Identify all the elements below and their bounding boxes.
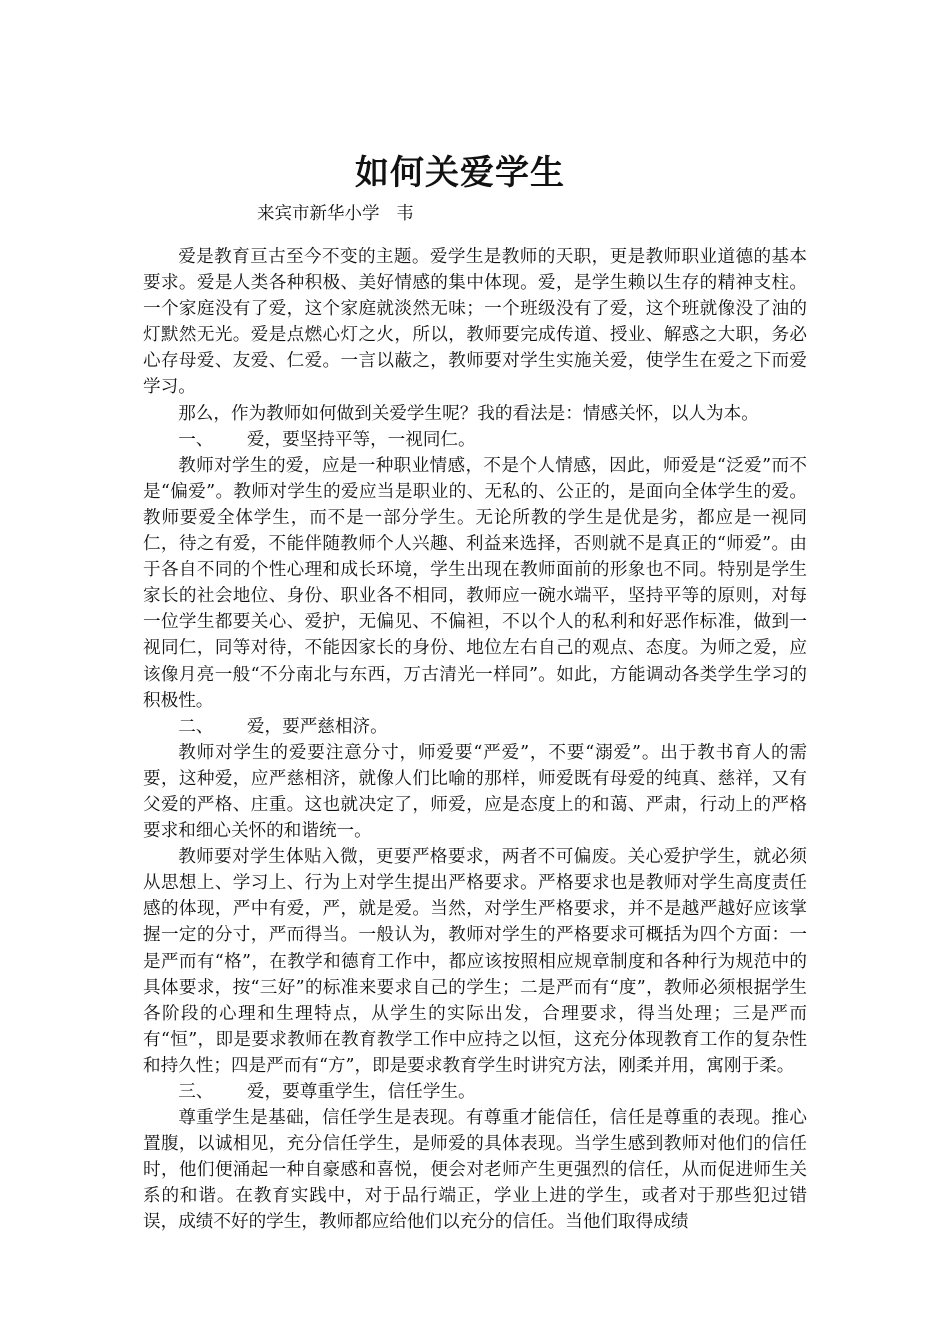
author-line: 来宾市新华小学 韦	[257, 204, 414, 224]
body-paragraph: 教师要对学生体贴入微，更要严格要求，两者不可偏废。关心爱护学生，就必须从思想上、学习上、行为上对学生提出严格要求。严格要求也是教师对学生高度责任感的体现，严中有爱，严，就是爱。当然，对学生严格要求，并不是越严越好应该掌握一定的分寸，严而得当。一般认为，教师对学生的严格要求可概括为四个方面：一是严而有“格”，在教学和德育工作中，都应该按照相应规章制度和各种行为规范中的具体要求，按“三好”的标准来要求自己的学生；二是严而有“度”，教师必须根据学生各阶段的心理和生理特点，从学生的实际出发，合理要求，得当处理；三是严而有“恒”，即是要求教师在教育教学工作中应持之以恒，这充分体现教育工作的复杂性和持久性；四是严而有“方”，即是要求教育学生时讲究方法，刚柔并用，寓刚于柔。	[143, 847, 807, 1076]
body-paragraph: 那么，作为教师如何做到关爱学生呢？我的看法是：情感关怀，以人为本。	[178, 403, 759, 424]
document-title: 如何关爱学生	[355, 153, 565, 193]
body-paragraph: 爱是教育亘古至今不变的主题。爱学生是教师的天职，更是教师职业道德的基本要求。爱是人类各种积极、美好情感的集中体现。爱，是学生赖以生存的精神支柱。一个家庭没有了爱，这个家庭就淡然无味；一个班级没有了爱，这个班就像没了油的灯默然无光。爱是点燃心灯之火，所以，教师要完成传道、授业、解惑之大职，务必心存母爱、友爱、仁爱。一言以蔽之，教师要对学生实施关爱，使学生在爱之下而爱学习。	[143, 247, 807, 398]
body-paragraph: 教师对学生的爱，应是一种职业情感，不是个人情感，因此，师爱是“泛爱”而不是“偏爱”。教师对学生的爱应当是职业的、无私的、公正的，是面向全体学生的爱。教师要爱全体学生，而不是一部分学生。无论所教的学生是优是劣，都应是一视同仁，待之有爱，不能伴随教师个人兴趣、利益来选择，否则就不是真正的“师爱”。由于各自不同的个性心理和成长环境，学生出现在教师面前的形象也不同。特别是学生家长的社会地位、身份、职业各不相同，教师应一碗水端平，坚持平等的原则，对每一位学生都要关心、爱护，无偏见、不偏袒，不以个人的私利和好恶作标准，做到一视同仁，同等对待，不能因家长的身份、地位左右自己的观点、态度。为师之爱，应该像月亮一般“不分南北与东西，万古清光一样同”。如此，方能调动各类学生学习的积极性。	[143, 455, 807, 711]
section-heading: 二、 爱，要严慈相济。	[178, 716, 388, 737]
document-body	[143, 244, 807, 1236]
body-paragraph: 教师对学生的爱要注意分寸，师爱要“严爱”，不要“溺爱”。出于教书育人的需要，这种爱，应严慈相济，就像人们比喻的那样，师爱既有母爱的纯真、慈祥，又有父爱的严格、庄重。这也就决定了，师爱，应是态度上的和蔼、严肃，行动上的严格要求和细心关怀的和谐统一。	[143, 742, 807, 842]
body-paragraph: 尊重学生是基础，信任学生是表现。有尊重才能信任，信任是尊重的表现。推心置腹，以诚相见，充分信任学生，是师爱的具体表现。当学生感到教师对他们的信任时，他们便涌起一种自豪感和喜悦，便会对老师产生更强烈的信任，从而促进师生关系的和谐。在教育实践中，对于品行端正，学业上进的学生，或者对于那些犯过错误，成绩不好的学生，教师都应给他们以充分的信任。当他们取得成绩	[143, 1108, 807, 1233]
section-heading: 一、 爱，要坚持平等，一视同仁。	[178, 429, 476, 450]
section-heading: 三、 爱，要尊重学生，信任学生。	[178, 1082, 476, 1102]
